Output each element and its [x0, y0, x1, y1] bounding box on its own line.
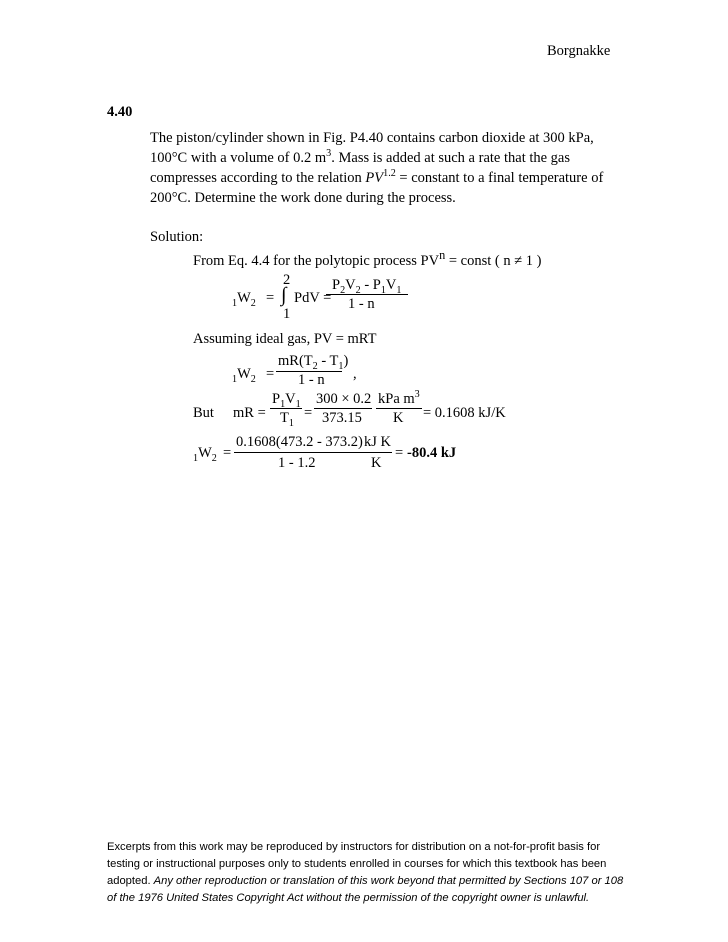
problem-line-4: 200°C. Determine the work done during the process.: [150, 190, 456, 206]
w3-equals-2: =: [395, 445, 404, 461]
mr-equals: =: [304, 405, 313, 421]
w2-comma: ,: [353, 366, 357, 382]
mr-frac1-denominator: $T_1$: [280, 410, 294, 429]
but-label: But: [193, 405, 214, 421]
solution-label: Solution:: [150, 229, 204, 245]
footer-line-3: adopted. Any other reproduction or translation of this work beyond that permitted by Sections 107 or 108: [107, 875, 624, 887]
problem-line-2: 100°C with a volume of 0.2 $m^3$. Mass is added at such a rate that the gas: [150, 148, 571, 166]
mr-frac2-bar: [314, 408, 372, 409]
w3-result: -80.4 kJ: [407, 445, 457, 461]
w2-denominator: 1 - n: [298, 372, 325, 388]
w2-lhs: $_1W_2$: [232, 366, 256, 385]
header-author: Borgnakke: [547, 43, 611, 59]
footer-line-4: of the 1976 United States Copyright Act without the permission of the copyright owner is unlawful.: [107, 892, 590, 904]
w3-equals: =: [223, 445, 232, 461]
mr-unit-denominator: K: [393, 410, 404, 426]
mr-lhs: mR =: [233, 405, 266, 421]
problem-line-1: The piston/cylinder shown in Fig. P4.40 contains carbon dioxide at 300 kPa,: [150, 130, 594, 146]
w3-unit-bar: [362, 452, 392, 453]
w1-fraction-bar: [326, 294, 408, 295]
w1-equals: =: [266, 290, 275, 306]
mr-frac2-numerator: 300 × 0.2: [316, 391, 372, 407]
problem-number: 4.40: [107, 104, 133, 120]
w1-upper-limit: 2: [283, 272, 291, 288]
mr-unit-bar: [376, 408, 422, 409]
mr-unit-numerator: kPa $m^3$: [378, 389, 420, 407]
eq1-intro: From Eq. 4.4 for the polytopic process $PV^n$ = const ( n ≠ 1 ): [193, 248, 542, 269]
w3-unit-denominator: K: [371, 455, 382, 471]
problem-line-3: compresses according to the relation $PV^{1.2}$ = constant to a final temperature of: [150, 168, 604, 186]
footer-line-1: Excerpts from this work may be reproduced by instructors for distribution on a not-for-profit basis for: [107, 841, 601, 853]
w1-denominator: 1 - n: [348, 296, 375, 312]
w3-fraction-bar: [234, 452, 362, 453]
footer-line-2: testing or instructional purposes only to students enrolled in courses for which this textbook has been: [107, 858, 607, 870]
w1-lower-limit: 1: [283, 306, 291, 322]
w2-equals: =: [266, 366, 275, 382]
mr-result: = 0.1608 kJ/K: [423, 405, 506, 421]
w1-numerator: $P_2V_2 - P_1V_1$: [332, 277, 402, 296]
ideal-gas-assumption: Assuming ideal gas, PV = mRT: [193, 331, 377, 347]
w1-lhs: $_1W_2$: [232, 290, 256, 309]
mr-frac1-bar: [270, 408, 302, 409]
integral-sign: ∫: [281, 284, 287, 306]
w3-denominator: 1 - 1.2: [278, 455, 316, 471]
w3-unit-numerator: kJ K: [364, 434, 391, 450]
w3-numerator: 0.1608(473.2 - 373.2): [236, 434, 363, 450]
w2-numerator: $mR(T_2 - T_1)$: [278, 353, 349, 372]
mr-frac1-numerator: $P_1V_1$: [272, 391, 301, 410]
w1-integrand: PdV =: [294, 290, 332, 306]
footer-copyright: [107, 839, 623, 907]
mr-frac2-denominator: 373.15: [322, 410, 362, 426]
w3-lhs: $_1W_2$: [193, 445, 217, 464]
